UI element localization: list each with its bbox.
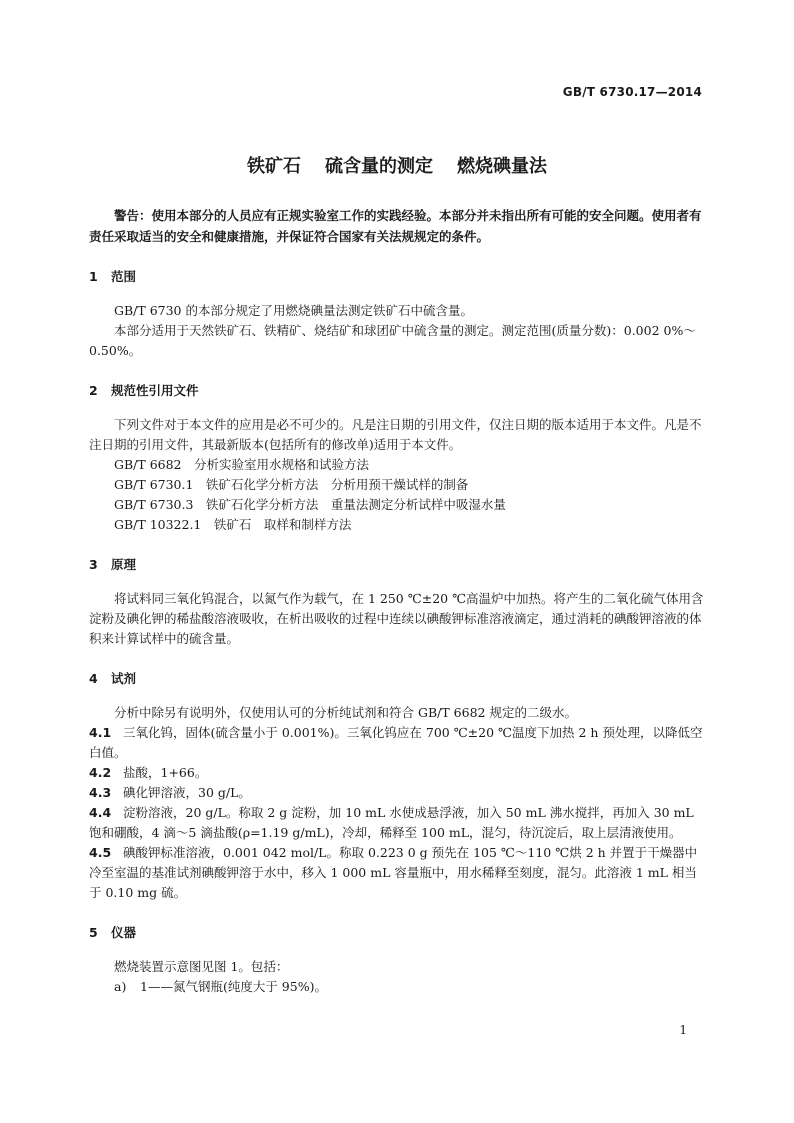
reference-item: GB/T 6730.3 铁矿石化学分析方法 重量法测定分析试样中吸湿水量 bbox=[114, 497, 506, 512]
title-part-2: 硫含量的测定 bbox=[325, 156, 433, 177]
reagent-item bbox=[89, 803, 705, 843]
standard-code: GB/T 6730.17—2014 bbox=[562, 85, 702, 99]
item-number: 4.4 bbox=[89, 805, 112, 820]
section-title: 仪器 bbox=[111, 925, 137, 940]
reagent-item bbox=[89, 763, 705, 783]
reference-item: GB/T 10322.1 铁矿石 取样和制样方法 bbox=[114, 517, 352, 532]
section-2-heading bbox=[89, 381, 705, 401]
reagent-item bbox=[89, 783, 705, 803]
section-title: 试剂 bbox=[111, 671, 137, 686]
page-number: 1 bbox=[679, 1023, 687, 1037]
item-number: 4.3 bbox=[89, 785, 112, 800]
warning-note: 警告：使用本部分的人员应有正规实验室工作的实践经验。本部分并未指出所有可能的安全问题。使用者有责任采取适当的安全和健康措施，并保证符合国家有关法规规定的条件。 bbox=[89, 208, 702, 244]
section-5-heading bbox=[89, 923, 705, 943]
item-number: 4.5 bbox=[89, 845, 112, 860]
item-text: 盐酸，1+66。 bbox=[123, 765, 208, 780]
reference-item: GB/T 6730.1 铁矿石化学分析方法 分析用预干燥试样的制备 bbox=[114, 477, 469, 492]
item-text: 碘化钾溶液，30 g/L。 bbox=[123, 785, 251, 800]
section-1-heading bbox=[89, 267, 705, 287]
list-text: 1——氮气钢瓶(纯度大于 95%)。 bbox=[140, 979, 327, 994]
section-title: 范围 bbox=[111, 269, 137, 284]
paragraph: GB/T 6730 的本部分规定了用燃烧碘量法测定铁矿石中硫含量。 bbox=[114, 303, 473, 318]
list-label: a) bbox=[114, 979, 127, 994]
reagent-item bbox=[89, 843, 705, 903]
title-part-1: 铁矿石 bbox=[247, 156, 301, 177]
paragraph: 本部分适用于天然铁矿石、铁精矿、烧结矿和球团矿中硫含量的测定。测定范围(质量分数)：0.002 0%～0.50%。 bbox=[89, 323, 696, 358]
document-title bbox=[0, 152, 794, 178]
reagent-item bbox=[89, 723, 705, 763]
item-number: 4.2 bbox=[89, 765, 112, 780]
section-number: 4 bbox=[89, 671, 98, 686]
paragraph: 分析中除另有说明外，仅使用认可的分析纯试剂和符合 GB/T 6682 规定的二级水。 bbox=[114, 705, 577, 720]
item-number: 4.1 bbox=[89, 725, 112, 740]
document-body bbox=[89, 205, 705, 997]
item-text: 淀粉溶液，20 g/L。称取 2 g 淀粉，加 10 mL 水使成悬浮液，加入 50 mL 沸水搅拌，再加入 30 mL 饱和硼酸，4 滴～5 滴盐酸(ρ=1.19 g/mL)，冷却，稀释至 100 mL，混匀，待沉淀后，取上层清液使用。 bbox=[89, 805, 694, 840]
section-3-heading bbox=[89, 555, 705, 575]
section-number: 3 bbox=[89, 557, 98, 572]
section-number: 5 bbox=[89, 925, 98, 940]
section-4-heading bbox=[89, 669, 705, 689]
section-number: 1 bbox=[89, 269, 98, 284]
section-title: 原理 bbox=[111, 557, 137, 572]
paragraph: 燃烧装置示意图见图 1。包括： bbox=[114, 959, 289, 974]
paragraph: 将试料同三氧化钨混合，以氮气作为载气，在 1 250 ℃±20 ℃高温炉中加热。将产生的二氧化硫气体用含淀粉及碘化钾的稀盐酸溶液吸收，在析出吸收的过程中连续以碘酸钾标准溶液滴定，通过消耗的碘酸钾溶液的体积来计算试样中的硫含量。 bbox=[89, 591, 704, 646]
item-text: 三氧化钨，固体(硫含量小于 0.001%)。三氧化钨应在 700 ℃±20 ℃温度下加热 2 h 预处理，以降低空白值。 bbox=[89, 725, 703, 760]
section-title: 规范性引用文件 bbox=[111, 383, 199, 398]
paragraph: 下列文件对于本文件的应用是必不可少的。凡是注日期的引用文件，仅注日期的版本适用于本文件。凡是不注日期的引用文件，其最新版本(包括所有的修改单)适用于本文件。 bbox=[89, 417, 702, 452]
title-part-3: 燃烧碘量法 bbox=[457, 156, 547, 177]
list-item bbox=[89, 977, 705, 997]
section-number: 2 bbox=[89, 383, 98, 398]
item-text: 碘酸钾标准溶液，0.001 042 mol/L。称取 0.223 0 g 预先在 105 ℃～110 ℃烘 2 h 并置于干燥器中冷至室温的基准试剂碘酸钾溶于水中，移入 1 000 mL 容量瓶中，用水稀释至刻度，混匀。此溶液 1 mL 相当于 0.10 mg 硫。 bbox=[89, 845, 698, 900]
reference-item: GB/T 6682 分析实验室用水规格和试验方法 bbox=[114, 457, 370, 472]
